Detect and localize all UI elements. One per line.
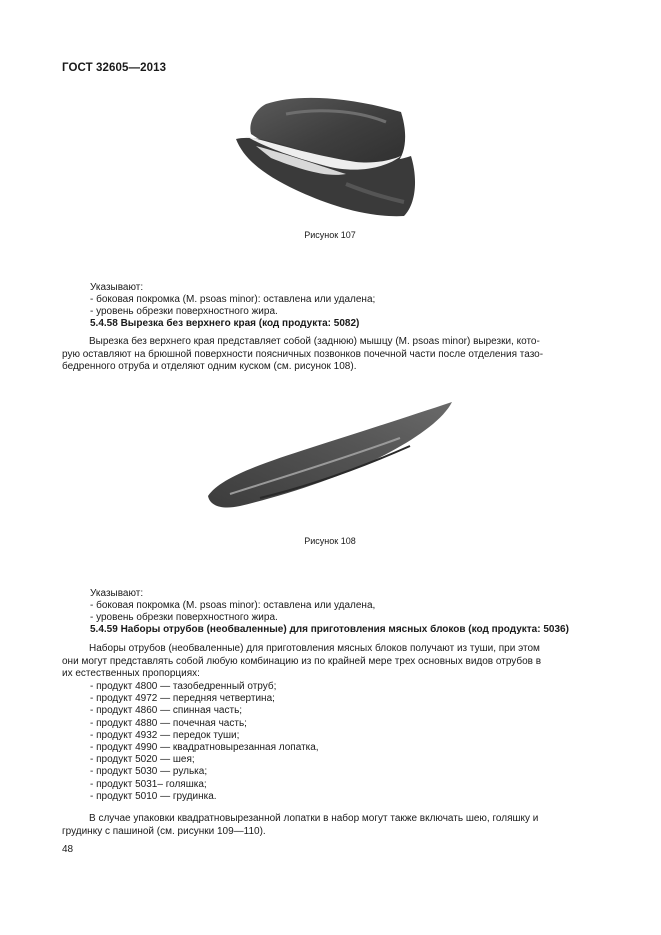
- section-3-list: [90, 600, 600, 624]
- list-item: - продукт 4932 — передок туши;: [90, 729, 240, 741]
- figure-108-caption: Рисунок 108: [304, 536, 356, 546]
- list-item: - продукт 4800 — тазобедренный отруб;: [90, 681, 277, 692]
- document-code: ГОСТ 32605—2013: [62, 62, 167, 74]
- section-1: [90, 282, 600, 330]
- paragraph-line: Наборы отрубов (необваленные) для приготовления мясных блоков получают из туши, при этом: [89, 643, 540, 654]
- section-heading: 5.4.58 Вырезка без верхнего края (код продукта: 5082): [90, 318, 360, 329]
- figure-107-image: [226, 94, 426, 224]
- page-number: 48: [62, 844, 74, 855]
- section-4-list: [90, 681, 600, 803]
- figure-108-image: [200, 398, 462, 520]
- paragraph-line: их естественных пропорциях:: [62, 668, 200, 679]
- list-item: - уровень обрезки поверхностного жира.: [90, 306, 278, 317]
- section-4-body: [62, 643, 601, 681]
- list-item: - продукт 5030 — рулька;: [90, 766, 208, 778]
- list-item: - продукт 4860 — спинная часть;: [90, 705, 243, 717]
- list-item: - продукт 4972 — передняя четвертина;: [90, 693, 275, 705]
- list-item: - продукт 4990 — квадратновырезанная лопатка,: [90, 742, 319, 754]
- section-3: [90, 588, 600, 636]
- paragraph-line: бедренного отруба и отделяют одним куском (см. рисунок 108).: [62, 361, 357, 372]
- section-3-intro: Указывают:: [90, 588, 144, 599]
- section-4-closing: [62, 812, 601, 838]
- paragraph-line: грудинку с пашиной (см. рисунки 109—110).: [62, 826, 266, 837]
- list-item: - продукт 5020 — шея;: [90, 754, 195, 766]
- list-item: - боковая покромка (M. psoas minor): оставлена или удалена;: [90, 294, 376, 305]
- list-item: - продукт 5031– голяшка;: [90, 778, 207, 790]
- section-1-intro: Указывают:: [90, 282, 144, 293]
- list-item: - уровень обрезки поверхностного жира.: [90, 612, 278, 623]
- list-item: - продукт 5010 — грудинка.: [90, 790, 217, 802]
- paragraph-line: В случае упаковки квадратновырезанной лопатки в набор могут также включать шею, голяшку и: [89, 813, 539, 824]
- figure-107-caption: Рисунок 107: [304, 230, 356, 240]
- paragraph-line: рую оставляют на брюшной поверхности поясничных позвонков почечной части после отделения тазо-: [62, 348, 544, 360]
- section-2-body: [62, 336, 601, 374]
- section-heading: 5.4.59 Наборы отрубов (необваленные) для приготовления мясных блоков (код продукта: 5036): [90, 624, 569, 635]
- paragraph-line: они могут представлять собой любую комбинацию из по крайней мере трех основных видов отрубов в: [62, 655, 542, 667]
- list-item: - боковая покромка (M. psoas minor): оставлена или удалена,: [90, 600, 376, 611]
- section-1-list: [90, 294, 600, 318]
- list-item: - продукт 4880 — почечная часть;: [90, 717, 247, 729]
- paragraph-line: Вырезка без верхнего края представляет собой (заднюю) мышцу (M. psoas minor) вырезки, кото-: [89, 336, 540, 347]
